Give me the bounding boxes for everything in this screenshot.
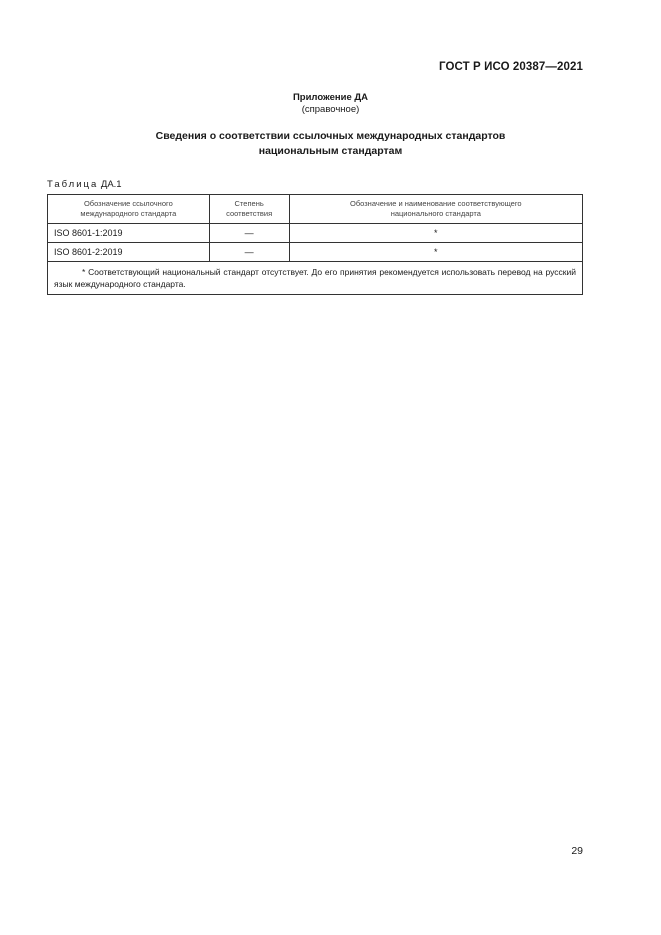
standards-table [47, 194, 583, 295]
table-caption-prefix: Таблица [47, 179, 99, 190]
table-caption-number: ДА.1 [100, 179, 122, 190]
cell-reference-standard: ISO 8601-1:2019 [48, 224, 210, 243]
table-row [48, 224, 583, 243]
page-number: 29 [571, 845, 583, 857]
table-note-text: * Соответствующий национальный стандарт отсутствует. До его принятия рекомендуется использовать перевод на русский язык международного стандарта. [54, 267, 576, 289]
table-row [48, 243, 583, 262]
cell-national-standard: * [289, 243, 582, 262]
cell-degree: — [209, 243, 289, 262]
header-reference-standard-line-2: международного стандарта [80, 209, 177, 218]
header-degree-line-2: соответствия [226, 209, 273, 218]
section-title [0, 129, 661, 159]
section-title-line-1: Сведения о соответствии ссылочных международных стандартов [155, 130, 506, 142]
header-degree-line-1: Степень [234, 199, 264, 208]
table-caption [47, 179, 122, 190]
document-code: ГОСТ Р ИСО 20387—2021 [438, 61, 583, 73]
appendix-heading [0, 92, 661, 116]
header-degree [209, 195, 289, 224]
table-header-row [48, 195, 583, 224]
header-reference-standard-line-1: Обозначение ссылочного [83, 199, 173, 208]
appendix-subtitle: (справочное) [301, 104, 360, 115]
header-national-standard-line-2: национального стандарта [390, 209, 481, 218]
appendix-title: Приложение ДА [292, 92, 369, 103]
cell-degree: — [209, 224, 289, 243]
header-national-standard-line-1: Обозначение и наименование соответствующего [350, 199, 522, 208]
section-title-line-2: национальным стандартам [258, 145, 403, 157]
header-reference-standard [48, 195, 210, 224]
header-national-standard [289, 195, 582, 224]
table-note [48, 262, 583, 295]
cell-reference-standard: ISO 8601-2:2019 [48, 243, 210, 262]
table-note-row [48, 262, 583, 295]
cell-national-standard: * [289, 224, 582, 243]
